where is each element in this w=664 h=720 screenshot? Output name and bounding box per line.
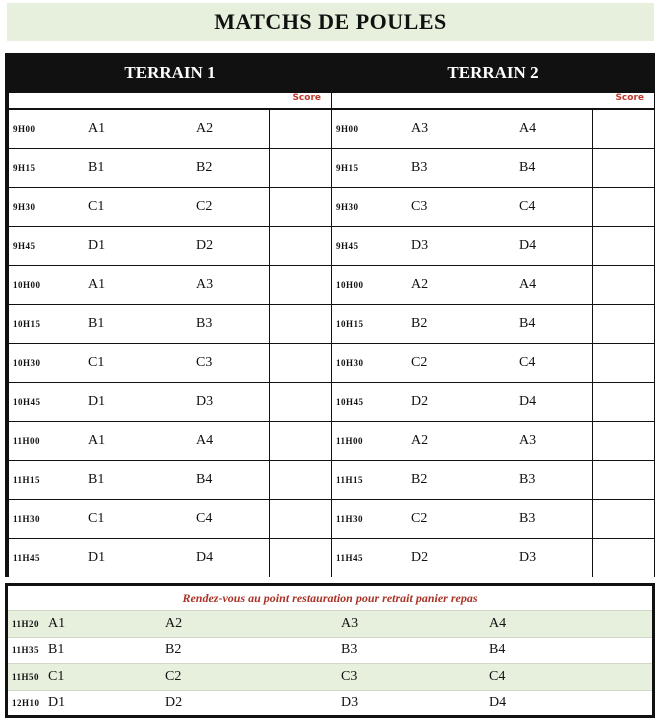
lunch-row [8,610,652,637]
lunch-team: A3 [341,615,359,631]
match-row [9,149,331,187]
lunch-team: C1 [48,668,65,684]
score-cell[interactable] [592,461,654,499]
score-cell[interactable] [592,383,654,421]
team-b: C3 [196,354,213,370]
team-a: B2 [411,471,428,487]
match-time: 10H30 [336,357,364,368]
team-a: B1 [88,315,105,331]
terrain-header: TERRAIN 1 [124,63,216,82]
match-time: 11H00 [13,435,41,446]
lunch-team: C2 [165,668,182,684]
match-time: 10H45 [13,396,41,407]
lunch-time: 12H10 [12,698,40,709]
team-b: D4 [519,393,537,409]
score-cell[interactable] [269,266,331,304]
match-time: 11H30 [336,513,364,524]
match-rows [9,110,331,577]
team-b: C4 [196,510,213,526]
team-b: D3 [196,393,214,409]
score-cell[interactable] [592,500,654,538]
match-time: 10H00 [13,279,41,290]
team-b: B3 [519,510,536,526]
match-time: 9H30 [336,201,359,212]
score-cell[interactable] [592,344,654,382]
score-cell[interactable] [269,110,331,148]
score-cell[interactable] [269,500,331,538]
team-a: D2 [411,393,429,409]
match-row [9,500,331,538]
match-row [332,266,654,304]
team-b: D4 [196,549,214,565]
team-b: B4 [519,159,536,175]
score-cell[interactable] [592,149,654,187]
lunch-team: D1 [48,695,66,711]
lunch-team: B3 [341,642,358,658]
lunch-row [8,637,652,664]
match-row [332,539,654,577]
team-b: D4 [519,237,537,253]
match-time: 11H45 [336,552,364,563]
team-a: C1 [88,198,105,214]
lunch-team: B1 [48,642,65,658]
score-cell[interactable] [269,539,331,577]
score-cell[interactable] [592,422,654,460]
team-a: D3 [411,237,429,253]
match-time: 9H45 [13,240,36,251]
team-b: B2 [196,159,213,175]
match-time: 9H00 [13,123,36,134]
lunch-time: 11H35 [12,645,40,656]
score-cell[interactable] [592,539,654,577]
match-time: 10H00 [336,279,364,290]
team-b: B4 [519,315,536,331]
lunch-team: D4 [489,695,507,711]
match-time: 10H45 [336,396,364,407]
match-row [9,266,331,304]
team-a: C1 [88,354,105,370]
match-row [332,188,654,226]
team-b: A2 [196,120,214,136]
team-a: B2 [411,315,428,331]
lunch-team: B2 [165,642,182,658]
lunch-team: D3 [341,695,359,711]
match-time: 10H15 [336,318,364,329]
score-cell[interactable] [269,188,331,226]
team-b: A3 [519,432,537,448]
terrain-header: TERRAIN 2 [447,63,539,82]
team-a: D1 [88,237,106,253]
team-b: B3 [196,315,213,331]
team-a: A1 [88,432,106,448]
match-time: 10H30 [13,357,41,368]
match-time: 9H30 [13,201,36,212]
page-title: MATCHS DE POULES [214,9,447,34]
team-a: A2 [411,276,429,292]
team-a: A2 [411,432,429,448]
match-time: 9H15 [336,162,359,173]
lunch-schedule-frame [5,583,655,718]
team-a: C3 [411,198,428,214]
lunch-row [8,663,652,690]
team-a: A3 [411,120,429,136]
match-row [9,461,331,499]
match-row [332,422,654,460]
score-cell[interactable] [269,149,331,187]
team-a: D2 [411,549,429,565]
team-a: C2 [411,510,428,526]
match-row [332,344,654,382]
team-a: B3 [411,159,428,175]
lunch-team: A1 [48,615,66,631]
team-a: A1 [88,276,106,292]
score-cell[interactable] [269,461,331,499]
match-row [332,461,654,499]
match-row [9,539,331,577]
title-bar [7,3,654,41]
match-time: 11H30 [13,513,41,524]
score-label: Score [615,93,644,103]
team-a: D1 [88,549,106,565]
match-time: 11H45 [13,552,41,563]
team-a: B1 [88,159,105,175]
lunch-team: D2 [165,695,183,711]
score-header-row [332,93,654,109]
match-row [332,305,654,343]
team-a: A1 [88,120,106,136]
match-row [9,227,331,265]
team-a: B1 [88,471,105,487]
team-b: D3 [519,549,537,565]
match-schedule-frame [5,53,655,577]
match-row [332,110,654,148]
lunch-row [8,690,652,717]
lunch-team: A4 [489,615,507,631]
lunch-team: C4 [489,668,506,684]
match-time: 9H00 [336,123,359,134]
match-row [332,383,654,421]
team-b: B4 [196,471,213,487]
team-a: C2 [411,354,428,370]
team-b: C4 [519,354,536,370]
terrain-2-panel [332,53,654,577]
match-time: 9H45 [336,240,359,251]
team-b: B3 [519,471,536,487]
team-b: A4 [519,120,537,136]
score-label: Score [292,93,321,103]
score-cell[interactable] [592,227,654,265]
score-cell[interactable] [592,188,654,226]
score-cell[interactable] [592,110,654,148]
match-time: 11H15 [13,474,41,485]
match-row [9,422,331,460]
terrain-1-panel [9,53,331,577]
score-cell[interactable] [269,383,331,421]
match-time: 10H15 [13,318,41,329]
score-cell[interactable] [269,227,331,265]
lunch-notice: Rendez-vous au point restauration pour retrait panier repas [182,590,478,605]
team-b: C2 [196,198,213,214]
team-a: C1 [88,510,105,526]
score-cell[interactable] [269,305,331,343]
team-b: A4 [519,276,537,292]
team-b: D2 [196,237,214,253]
match-row [9,188,331,226]
match-row [9,383,331,421]
score-cell[interactable] [269,344,331,382]
match-time: 11H15 [336,474,364,485]
lunch-team: C3 [341,668,358,684]
score-cell[interactable] [269,422,331,460]
match-rows [332,110,654,577]
lunch-team: A2 [165,615,183,631]
team-b: C4 [519,198,536,214]
score-cell[interactable] [592,305,654,343]
score-cell[interactable] [592,266,654,304]
score-header-row [9,93,331,109]
lunch-time: 11H20 [12,618,40,629]
lunch-team: B4 [489,642,506,658]
match-row [9,344,331,382]
match-row [332,500,654,538]
team-a: D1 [88,393,106,409]
team-b: A3 [196,276,214,292]
match-row [9,110,331,148]
team-b: A4 [196,432,214,448]
match-time: 11H00 [336,435,364,446]
match-row [9,305,331,343]
match-time: 9H15 [13,162,36,173]
lunch-time: 11H50 [12,671,40,682]
match-row [332,227,654,265]
lunch-rows [8,610,652,716]
match-row [332,149,654,187]
